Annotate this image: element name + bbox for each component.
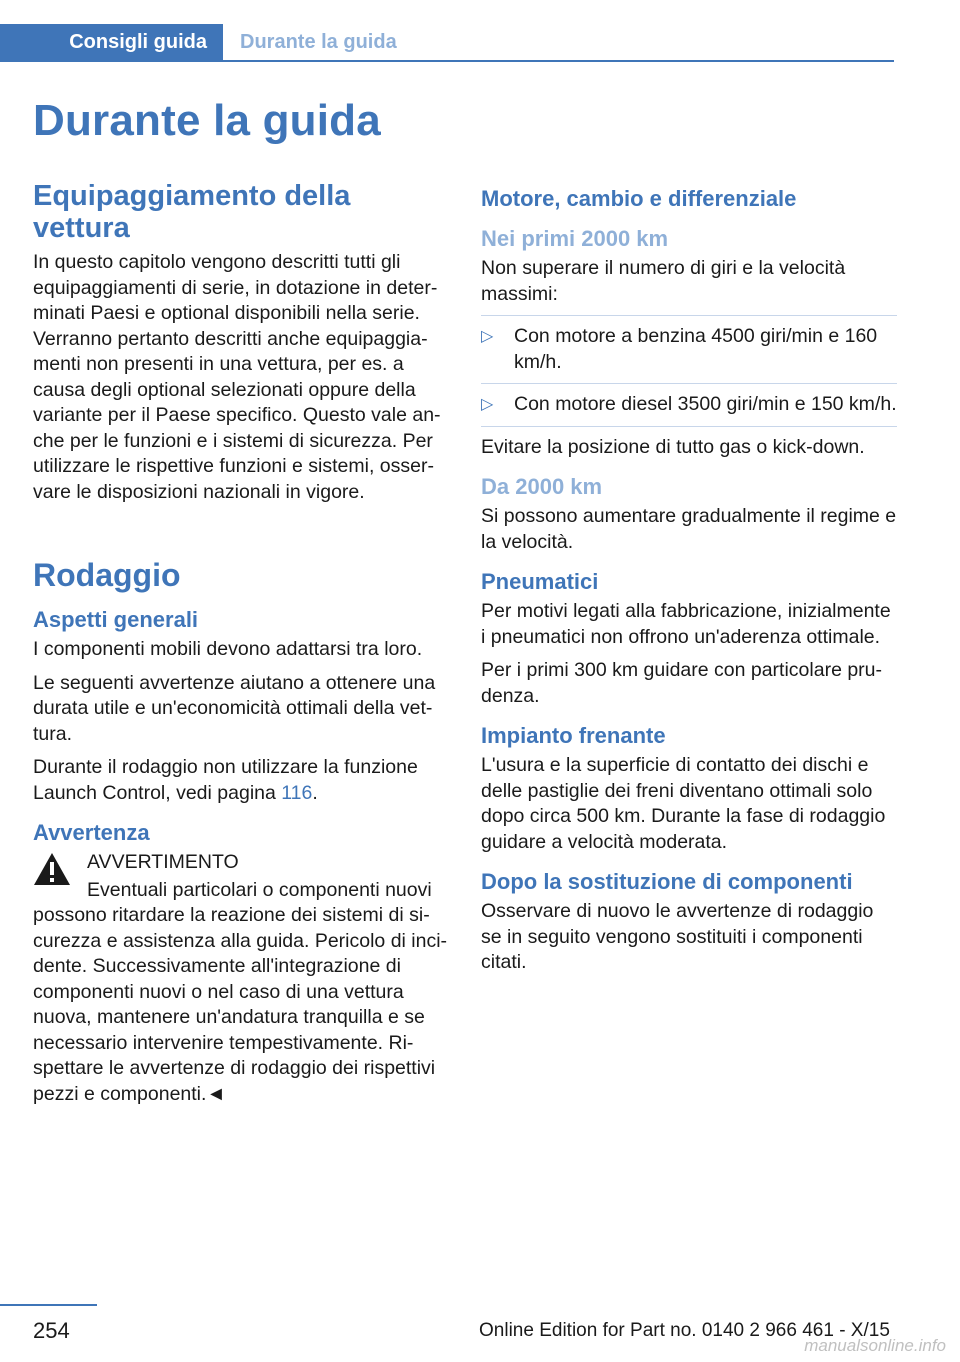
- impianto-text: L'usura e la superficie di contatto dei dischi e delle pastiglie dei freni diventano ottimali solo dopo circa 500 km. Durante la fase di rodaggio guidare a velocità moderata.: [481, 754, 886, 853]
- pneumatici-paragraph-1: Per motivi legati alla fabbricazione, inizialmente i pneumatici non offrono un'aderenza ottimale.: [481, 600, 891, 648]
- chapter-header: [0, 24, 894, 62]
- page-title: Durante la guida: [33, 96, 381, 145]
- primi-2000-text: Non superare il numero di giri e la velocità massimi:: [481, 257, 846, 305]
- aspetti-p3-suffix: .: [312, 781, 318, 804]
- triangle-bullet-icon: ▷: [481, 328, 494, 345]
- warning-triangle-icon: [33, 852, 71, 886]
- list-item-text: Con motore diesel 3500 giri/min e 150 km/h.: [514, 393, 897, 415]
- subsection-title-avvertenza: Avvertenza: [33, 820, 150, 845]
- header-divider: [0, 60, 894, 62]
- subsection-title-impianto-frenante: Impianto frenante: [481, 723, 666, 748]
- da-2000-text: Si possono aumentare gradualmente il regime e la velocità.: [481, 505, 897, 553]
- aspetti-paragraph-3: [33, 755, 449, 806]
- subsection-title-primi-2000-km: Nei primi 2000 km: [481, 226, 669, 251]
- warning-block: [33, 850, 449, 1107]
- chapter-tab-durante-la-guida[interactable]: Durante la guida: [240, 31, 397, 53]
- dopo-text: Osservare di nuovo le avvertenze di rodaggio se in seguito vengono sostituiti i componenti citati.: [481, 900, 874, 973]
- edition-footer: Online Edition for Part no. 0140 2 966 461 - X/15: [479, 1320, 890, 1341]
- chapter-tab-consigli-guida[interactable]: Consigli guida: [0, 24, 223, 60]
- pneumatici-paragraph-2: Per i primi 300 km guidare con particolare pru-denza.: [481, 659, 883, 707]
- watermark: manualsonline.info: [804, 1336, 946, 1355]
- section-title-equipaggiamento: Equipaggiamento della vettura: [33, 180, 351, 244]
- list-item: [481, 324, 897, 375]
- page-reference-link[interactable]: 116: [281, 781, 313, 804]
- subsection-title-da-2000-km: Da 2000 km: [481, 474, 603, 499]
- warning-label: AVVERTIMENTO: [87, 851, 239, 873]
- right-column: [481, 180, 897, 984]
- aspetti-paragraph-1: I componenti mobili devono adattarsi tra loro.: [33, 638, 423, 660]
- list-divider: [481, 383, 897, 384]
- section-title-rodaggio: Rodaggio: [33, 557, 181, 593]
- warning-text: possono ritardare la reazione dei sistemi di si-curezza e assistenza alla guida. Pericolo di inci-dente. Successivamente all'integrazione di componenti nuovi o nel caso di una vettura nuova, mantenere un'andatura tranquilla e se necessario intervenire tempestivamente. Ri-spettare le avvertenze di rodaggio dei rispettivi pezzi e componenti.◄: [33, 904, 448, 1105]
- aspetti-paragraph-2: Le seguenti avvertenze aiutano a ottenere una durata utile e un'economicità ottimali della vet-tura.: [33, 671, 436, 745]
- left-column: [33, 180, 449, 1115]
- page-number-divider: [0, 1304, 97, 1306]
- equipaggiamento-text: In questo capitolo vengono descritti tutti gli equipaggiamenti di serie, in dotazione in deter-minati Paesi e optional disponibili nella serie. Verranno pertanto descritti anche equipaggia-menti non presenti in una vettura, per es. a causa degli optional selezionati oppure della variante per il Paese specifico. Questo vale an-che per le funzioni e i sistemi di sicurezza. Per utilizzare le rispettive funzioni e sistemi, osser-vare le disposizioni nazionali in vigore.: [33, 251, 441, 503]
- warning-text-first-line: Eventuali particolari o componenti nuovi: [87, 878, 432, 901]
- subsection-title-pneumatici: Pneumatici: [481, 569, 599, 594]
- page-number: 254: [33, 1318, 70, 1343]
- list-item: [481, 392, 897, 418]
- subsection-title-dopo-sostituzione: Dopo la sostituzione di componenti: [481, 869, 853, 894]
- evitare-text: Evitare la posizione di tutto gas o kick-down.: [481, 435, 865, 458]
- subsection-title-aspetti-generali: Aspetti generali: [33, 607, 199, 632]
- list-divider: [481, 426, 897, 427]
- subsection-title-motore: Motore, cambio e differenziale: [481, 186, 797, 211]
- list-item-text: Con motore a benzina 4500 giri/min e 160 km/h.: [514, 325, 878, 373]
- aspetti-p3-text: Durante il rodaggio non utilizzare la funzione Launch Control, vedi pagina: [33, 756, 418, 804]
- triangle-bullet-icon: ▷: [481, 396, 494, 413]
- list-divider: [481, 315, 897, 316]
